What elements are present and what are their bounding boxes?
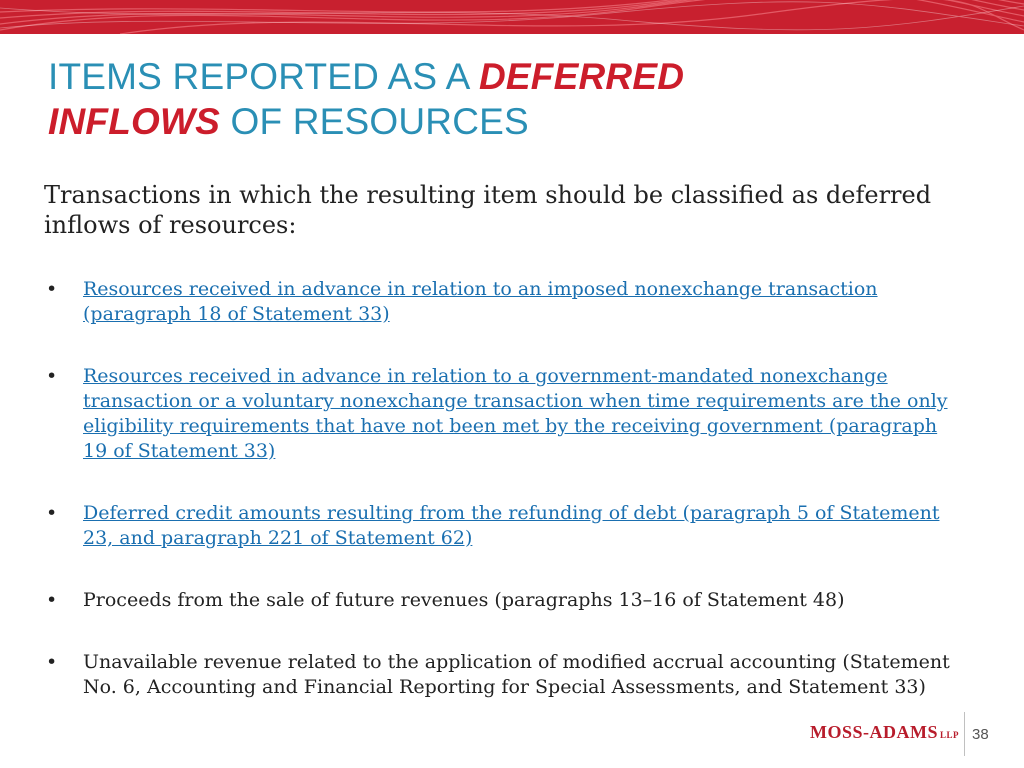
bullet-link[interactable]: Resources received in advance in relation to an imposed nonexchange transaction (paragraph 18 of Statement 33) <box>83 278 878 325</box>
bullet-item <box>44 364 964 464</box>
title-part-1: ITEMS REPORTED AS A <box>48 56 479 97</box>
moss-adams-logo <box>810 722 959 743</box>
bullet-list <box>44 277 964 737</box>
bullet-item <box>44 650 964 700</box>
footer-divider <box>964 712 965 756</box>
bullet-dot: • <box>46 651 58 673</box>
bullet-text: Proceeds from the sale of future revenues (paragraphs 13–16 of Statement 48) <box>83 589 845 611</box>
title-highlight-inflows: INFLOWS <box>48 101 220 142</box>
slide-title <box>48 54 988 144</box>
intro-text: Transactions in which the resulting item should be classified as deferred inflows of resources: <box>44 181 932 239</box>
bullet-dot: • <box>46 502 58 524</box>
title-part-2: OF RESOURCES <box>219 101 529 142</box>
header-banner <box>0 0 1024 34</box>
bullet-link[interactable]: Resources received in advance in relation to a government-mandated nonexchange transaction or a voluntary nonexchange transaction when time requirements are the only eligibility requirements that have not been met by the receiving government (paragraph 19 of Statement 33) <box>83 365 948 462</box>
bullet-link[interactable]: Deferred credit amounts resulting from the refunding of debt (paragraph 5 of Statement 23, and paragraph 221 of Statement 62) <box>83 502 940 549</box>
bullet-dot: • <box>46 278 58 300</box>
bullet-text: Unavailable revenue related to the application of modified accrual accounting (Statement No. 6, Accounting and Financial Reporting for Special Assessments, and Statement 33) <box>83 651 950 698</box>
bullet-item <box>44 277 964 327</box>
title-highlight-deferred: DEFERRED <box>479 56 685 97</box>
logo-text: MOSS-ADAMS <box>810 722 939 742</box>
banner-wave-pattern <box>0 0 1024 34</box>
bullet-dot: • <box>46 365 58 387</box>
logo-suffix: LLP <box>940 730 960 740</box>
bullet-item <box>44 501 964 551</box>
page-number: 38 <box>972 726 989 743</box>
bullet-dot: • <box>46 589 58 611</box>
bullet-item <box>44 588 964 613</box>
